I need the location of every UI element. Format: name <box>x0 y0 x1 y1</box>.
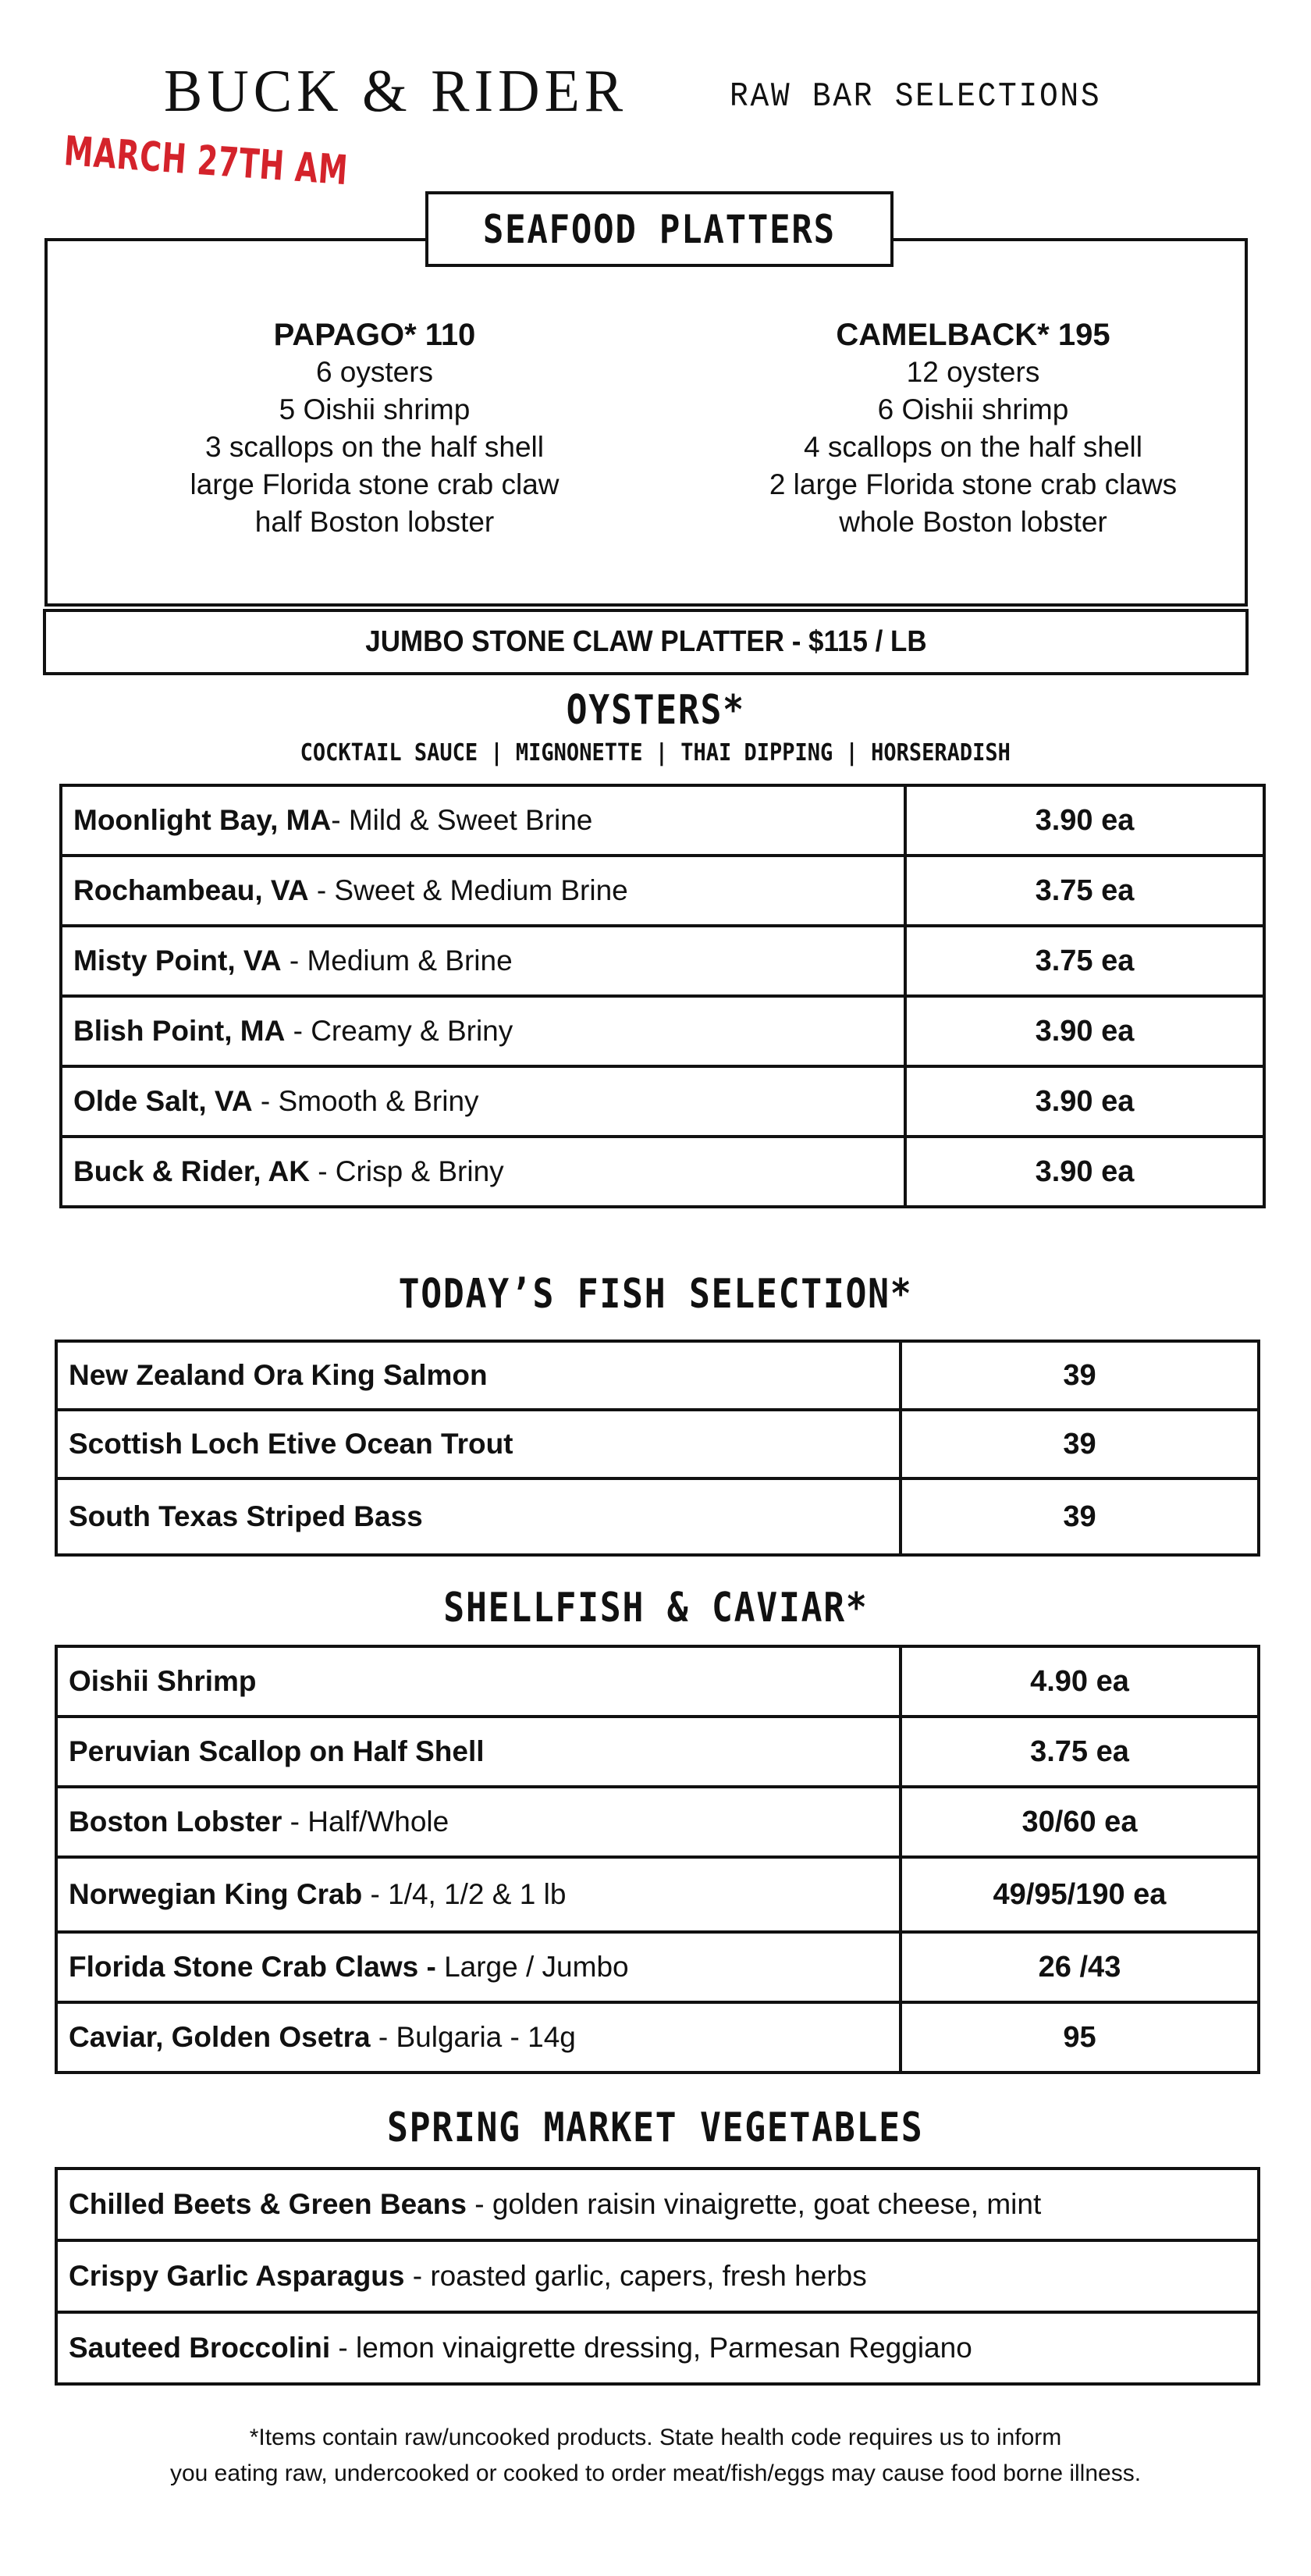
platter-name: PAPAGO* 110 <box>273 318 476 352</box>
platter-line: 6 oysters <box>315 356 434 388</box>
table-row <box>61 856 1264 926</box>
item-name: Scottish Loch Etive Ocean Trout <box>69 1428 513 1460</box>
item-cell <box>61 785 905 856</box>
date-stamp: MARCH 27TH AM <box>62 128 350 195</box>
jumbo-claw-platter <box>43 609 1249 675</box>
section-title-vegetables <box>0 2105 1311 2151</box>
item-price: 3.90 ea <box>905 1137 1264 1207</box>
item-price: 30/60 ea <box>901 1787 1259 1857</box>
table-row <box>56 1932 1259 2002</box>
disclaimer-line-2: you eating raw, undercooked or cooked to order meat/fish/eggs may cause food borne illness. <box>169 2460 1142 2486</box>
item-cell <box>56 1646 901 1717</box>
item-name: Norwegian King Crab <box>69 1878 363 1910</box>
disclaimer-line-1: *Items contain raw/uncooked products. State health code requires us to inform <box>249 2425 1062 2450</box>
item-desc: Large / Jumbo <box>435 1951 629 1983</box>
item-desc: - Sweet & Medium Brine <box>308 874 628 906</box>
table-row <box>56 2312 1259 2384</box>
table-row <box>61 1137 1264 1207</box>
table-row <box>56 2240 1259 2312</box>
item-name: Blish Point, MA <box>73 1015 286 1047</box>
platter-name: CAMELBACK* 195 <box>836 318 1110 352</box>
platter-line: 2 large Florida stone crab claws <box>769 468 1178 500</box>
table-row <box>56 1857 1259 1932</box>
item-desc: - Medium & Brine <box>281 945 513 977</box>
item-price: 49/95/190 ea <box>901 1857 1259 1932</box>
item-cell <box>61 926 905 996</box>
platter-line: 6 Oishii shrimp <box>877 393 1069 425</box>
oysters-table <box>59 784 1266 1208</box>
jumbo-claw-label: JUMBO STONE CLAW PLATTER - $115 / LB <box>364 625 927 658</box>
platter-line: 4 scallops on the half shell <box>804 431 1142 463</box>
item-cell <box>56 1717 901 1787</box>
table-row <box>56 1478 1259 1555</box>
item-desc: - roasted garlic, capers, fresh herbs <box>404 2260 867 2292</box>
shellfish-table <box>55 1645 1260 2074</box>
section-title-shellfish <box>0 1585 1311 1631</box>
item-name: Moonlight Bay, MA <box>73 804 332 836</box>
item-cell <box>61 996 905 1066</box>
table-row <box>56 1341 1259 1410</box>
item-cell <box>61 1066 905 1137</box>
item-desc: - Creamy & Briny <box>285 1015 513 1047</box>
table-row <box>56 2002 1259 2073</box>
item-price: 3.75 ea <box>905 856 1264 926</box>
item-name: Oishii Shrimp <box>69 1665 257 1697</box>
fish-title-text: TODAY’S FISH SELECTION* <box>398 1271 913 1318</box>
item-name: Boston Lobster <box>69 1806 282 1838</box>
item-desc: - golden raisin vinaigrette, goat cheese, mint <box>466 2188 1042 2220</box>
table-row <box>56 1787 1259 1857</box>
platter-line: 5 Oishii shrimp <box>279 393 471 425</box>
item-name: Misty Point, VA <box>73 945 282 977</box>
item-price: 39 <box>901 1341 1259 1410</box>
item-desc: - Mild & Sweet Brine <box>331 804 593 836</box>
platter-camelback <box>700 316 1246 541</box>
item-cell <box>56 1932 901 2002</box>
item-desc: - lemon vinaigrette dressing, Parmesan Reggiano <box>330 2332 972 2364</box>
platter-line: large Florida stone crab claw <box>190 468 560 500</box>
menu-subtitle: RAW BAR SELECTIONS <box>730 77 1102 116</box>
item-cell <box>61 856 905 926</box>
oyster-sauces <box>0 739 1311 767</box>
item-cell <box>56 1857 901 1932</box>
platter-line: half Boston lobster <box>254 506 495 538</box>
platter-line: 12 oysters <box>906 356 1040 388</box>
item-name: South Texas Striped Bass <box>69 1500 423 1532</box>
item-price: 4.90 ea <box>901 1646 1259 1717</box>
item-name: Peruvian Scallop on Half Shell <box>69 1735 485 1767</box>
item-cell <box>56 2002 901 2073</box>
item-price: 3.90 ea <box>905 996 1264 1066</box>
table-row <box>56 1717 1259 1787</box>
table-row <box>61 785 1264 856</box>
item-name: Sauteed Broccolini <box>69 2332 331 2364</box>
platter-line: 3 scallops on the half shell <box>205 431 544 463</box>
item-price: 3.90 ea <box>905 785 1264 856</box>
item-cell <box>56 2312 1259 2384</box>
item-price: 39 <box>901 1410 1259 1478</box>
item-cell <box>56 1341 901 1410</box>
item-desc: - Bulgaria - 14g <box>370 2021 576 2053</box>
platter-line: whole Boston lobster <box>839 506 1107 538</box>
item-name: Caviar, Golden Osetra <box>69 2021 371 2053</box>
health-disclaimer <box>0 2420 1311 2492</box>
item-name: Florida Stone Crab Claws - <box>69 1951 436 1983</box>
table-row <box>56 1410 1259 1478</box>
platters-title-box <box>425 191 894 267</box>
item-cell <box>56 2240 1259 2312</box>
item-price: 26 /43 <box>901 1932 1259 2002</box>
item-desc: - 1/4, 1/2 & 1 lb <box>362 1878 567 1910</box>
item-desc: - Half/Whole <box>282 1806 449 1838</box>
item-cell <box>56 1410 901 1478</box>
platters-title: SEAFOOD PLATTERS <box>482 206 836 252</box>
item-price: 3.90 ea <box>905 1066 1264 1137</box>
section-title-fish <box>0 1271 1311 1318</box>
item-cell <box>56 2169 1259 2240</box>
shellfish-title-text: SHELLFISH & CAVIAR* <box>442 1585 869 1631</box>
item-price: 95 <box>901 2002 1259 2073</box>
table-row <box>61 996 1264 1066</box>
fish-table <box>55 1340 1260 1557</box>
vegetables-table <box>55 2167 1260 2386</box>
table-row <box>56 2169 1259 2240</box>
item-price: 3.75 ea <box>901 1717 1259 1787</box>
item-desc: - Smooth & Briny <box>252 1085 479 1117</box>
item-cell <box>56 1787 901 1857</box>
item-name: Crispy Garlic Asparagus <box>69 2260 405 2292</box>
table-row <box>61 1066 1264 1137</box>
item-cell <box>61 1137 905 1207</box>
item-name: Rochambeau, VA <box>73 874 309 906</box>
item-price: 39 <box>901 1478 1259 1555</box>
oysters-title-text: OYSTERS* <box>566 687 745 734</box>
sauces-text: COCKTAIL SAUCE | MIGNONETTE | THAI DIPPING | HORSERADISH <box>300 739 1011 767</box>
item-desc: - Crisp & Briny <box>309 1155 504 1187</box>
table-row <box>61 926 1264 996</box>
platter-papago <box>101 316 648 541</box>
table-row <box>56 1646 1259 1717</box>
vegetables-title-text: SPRING MARKET VEGETABLES <box>387 2105 924 2151</box>
section-title-oysters <box>0 687 1311 734</box>
item-name: New Zealand Ora King Salmon <box>69 1359 488 1391</box>
brand-logo: BUCK & RIDER <box>164 57 628 126</box>
item-name: Buck & Rider, AK <box>73 1155 310 1187</box>
item-name: Chilled Beets & Green Beans <box>69 2188 467 2220</box>
item-name: Olde Salt, VA <box>73 1085 253 1117</box>
item-price: 3.75 ea <box>905 926 1264 996</box>
item-cell <box>56 1478 901 1555</box>
